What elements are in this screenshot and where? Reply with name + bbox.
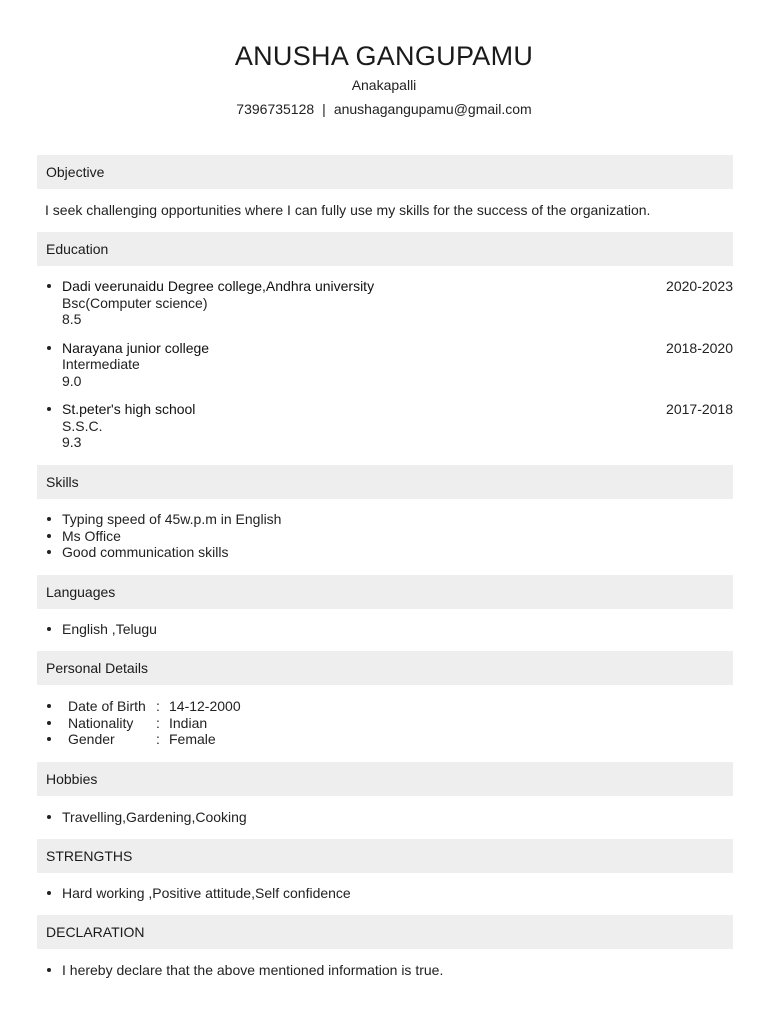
course-name: Bsc(Computer science) bbox=[62, 294, 208, 311]
personal-details-list bbox=[45, 698, 733, 748]
strengths-list bbox=[45, 885, 733, 902]
institution-name: Dadi veerunaidu Degree college,Andhra university bbox=[62, 278, 375, 294]
detail-value: Female bbox=[169, 731, 216, 747]
hobbies-list bbox=[45, 809, 733, 826]
list-item: Ms Office bbox=[45, 528, 733, 545]
detail-colon: : bbox=[156, 714, 160, 731]
course-name: S.S.C. bbox=[62, 417, 103, 434]
section-header-education: Education bbox=[37, 232, 733, 266]
contact-line bbox=[0, 100, 768, 118]
detail-colon: : bbox=[156, 698, 160, 714]
education-list bbox=[45, 278, 733, 463]
detail-label: Gender bbox=[68, 731, 115, 747]
personal-detail-row bbox=[45, 715, 733, 732]
section-header-strengths: STRENGTHS bbox=[37, 839, 733, 873]
phone-number: 7396735128 bbox=[236, 101, 315, 117]
list-item: I hereby declare that the above mentioned information is true. bbox=[45, 962, 733, 979]
section-header-languages: Languages bbox=[37, 575, 733, 609]
score: 8.5 bbox=[62, 311, 82, 327]
list-item: Good communication skills bbox=[45, 544, 733, 561]
email-address: anushagangupamu@gmail.com bbox=[333, 101, 532, 117]
detail-colon: : bbox=[156, 731, 160, 747]
section-header-personal-details: Personal Details bbox=[37, 651, 733, 685]
score: 9.0 bbox=[62, 372, 82, 389]
declaration-list bbox=[45, 962, 733, 979]
detail-value: Indian bbox=[169, 714, 208, 731]
objective-text: I seek challenging opportunities where I can fully use my skills for the success of the organization. bbox=[45, 202, 651, 218]
detail-label: Date of Birth bbox=[68, 698, 146, 714]
institution-name: Narayana junior college bbox=[62, 339, 210, 356]
contact-separator: | bbox=[322, 101, 326, 117]
score: 9.3 bbox=[62, 434, 82, 450]
education-years: 2017-2018 bbox=[666, 401, 733, 417]
institution-name: St.peter's high school bbox=[62, 401, 196, 417]
personal-detail-row bbox=[45, 731, 733, 748]
candidate-location: Anakapalli bbox=[351, 77, 417, 93]
education-years: 2018-2020 bbox=[666, 339, 733, 356]
detail-label: Nationality bbox=[68, 714, 134, 731]
section-header-objective: Objective bbox=[37, 155, 733, 189]
personal-detail-row bbox=[45, 698, 733, 715]
detail-value: 14-12-2000 bbox=[169, 698, 241, 714]
list-item: Typing speed of 45w.p.m in English bbox=[45, 511, 733, 528]
education-years: 2020-2023 bbox=[666, 278, 733, 294]
candidate-name: ANUSHA GANGUPAMU bbox=[234, 41, 534, 71]
section-header-skills: Skills bbox=[37, 465, 733, 499]
education-item bbox=[45, 340, 733, 390]
education-item bbox=[45, 278, 733, 328]
section-header-hobbies: Hobbies bbox=[37, 762, 733, 796]
course-name: Intermediate bbox=[62, 356, 140, 372]
skills-list bbox=[45, 511, 733, 561]
list-item: Hard working ,Positive attitude,Self confidence bbox=[45, 885, 733, 902]
languages-list bbox=[45, 621, 733, 638]
list-item: English ,Telugu bbox=[45, 621, 733, 638]
section-header-declaration: DECLARATION bbox=[37, 915, 733, 949]
list-item: Travelling,Gardening,Cooking bbox=[45, 809, 733, 826]
resume-header bbox=[0, 0, 768, 118]
education-item bbox=[45, 401, 733, 451]
